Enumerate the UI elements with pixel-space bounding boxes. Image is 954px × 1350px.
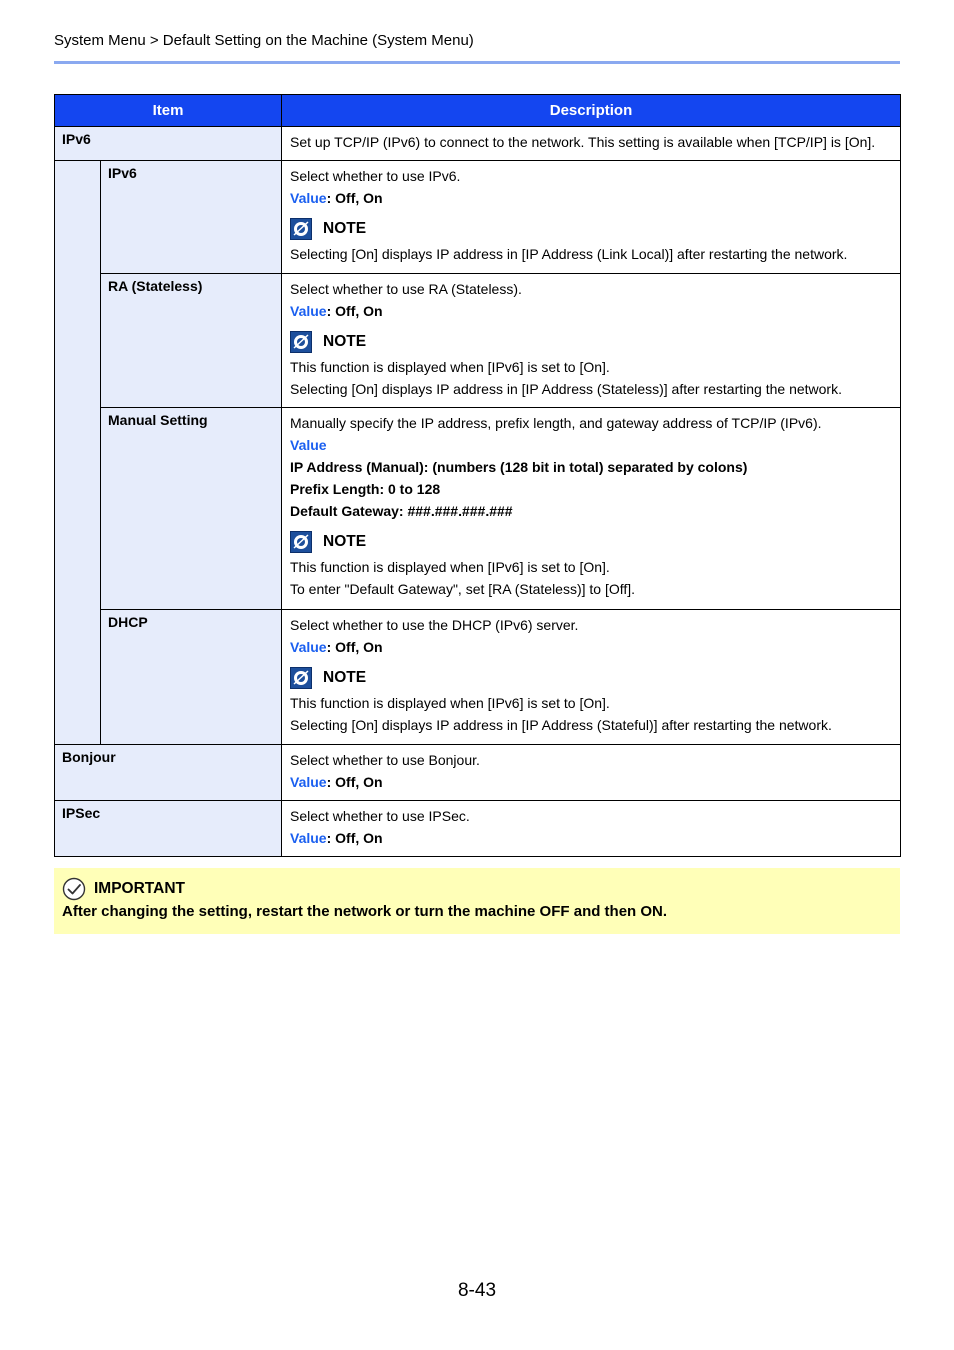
item-dhcp: DHCP <box>101 610 282 745</box>
column-header-description: Description <box>282 95 901 127</box>
note-title: NOTE <box>323 669 367 686</box>
note-text: Selecting [On] displays IP address in [IP Address (Link Local)] after restarting the network. <box>290 246 848 262</box>
description-dhcp <box>282 610 901 745</box>
value-text: : Off, On <box>326 303 383 319</box>
item-ipv6: IPv6 <box>101 161 282 274</box>
note-icon <box>290 667 312 689</box>
note-icon <box>290 218 312 240</box>
note-text: This function is displayed when [IPv6] is set to [On]. <box>290 695 610 711</box>
note-text: Selecting [On] displays IP address in [IP Address (Stateful)] after restarting the network. <box>290 717 832 733</box>
table-row <box>55 610 901 745</box>
value-text: : Off, On <box>326 639 383 655</box>
description-text: Select whether to use the DHCP (IPv6) server. <box>290 617 579 633</box>
note-title: NOTE <box>323 333 367 350</box>
important-heading <box>62 877 892 901</box>
group-indent <box>55 161 101 745</box>
value-text: IP Address (Manual): (numbers (128 bit in total) separated by colons) <box>290 459 748 475</box>
note-icon <box>290 331 312 353</box>
item-ipsec: IPSec <box>55 801 282 857</box>
description-text: Select whether to use IPv6. <box>290 168 461 184</box>
value-label: Value <box>290 190 327 206</box>
value-text: : Off, On <box>326 190 383 206</box>
table-row <box>55 161 901 274</box>
value-label: Value <box>290 830 327 846</box>
description-ipv6 <box>282 161 901 274</box>
value-line <box>290 636 892 658</box>
note-heading <box>290 530 892 554</box>
note-heading <box>290 330 892 354</box>
column-header-item: Item <box>55 95 282 127</box>
note-text: To enter "Default Gateway", set [RA (Stateless)] to [Off]. <box>290 581 636 597</box>
table-row <box>55 408 901 610</box>
note-icon <box>290 531 312 553</box>
value-text: Prefix Length: 0 to 128 <box>290 481 441 497</box>
value-label: Value <box>290 437 327 453</box>
value-line <box>290 300 892 322</box>
table-row <box>55 745 901 801</box>
value-line <box>290 827 892 849</box>
description-text: Select whether to use Bonjour. <box>290 752 480 768</box>
note-heading <box>290 217 892 241</box>
value-text: Default Gateway: ###.###.###.### <box>290 503 513 519</box>
item-ipv6-group: IPv6 <box>55 127 282 161</box>
table-header-row <box>55 95 901 127</box>
note-text: This function is displayed when [IPv6] is set to [On]. <box>290 559 610 575</box>
settings-table <box>54 94 901 857</box>
note-title: NOTE <box>323 220 367 237</box>
item-ra-stateless: RA (Stateless) <box>101 274 282 408</box>
header-divider <box>54 61 900 64</box>
item-bonjour: Bonjour <box>55 745 282 801</box>
value-line <box>290 187 892 209</box>
table-row <box>55 274 901 408</box>
important-box <box>54 868 900 934</box>
description-manual-setting <box>282 408 901 610</box>
value-line <box>290 771 892 793</box>
table-row <box>55 127 901 161</box>
description-ipv6-group <box>282 127 901 161</box>
breadcrumb: System Menu > Default Setting on the Machine (System Menu) <box>54 32 474 49</box>
checkmark-circle-icon <box>62 877 86 901</box>
description-text: Manually specify the IP address, prefix length, and gateway address of TCP/IP (IPv6). <box>290 415 822 431</box>
description-ra-stateless <box>282 274 901 408</box>
note-text: This function is displayed when [IPv6] is set to [On]. <box>290 359 610 375</box>
item-manual-setting: Manual Setting <box>101 408 282 610</box>
note-text: Selecting [On] displays IP address in [IP Address (Stateless)] after restarting the network. <box>290 381 842 397</box>
value-label: Value <box>290 774 327 790</box>
note-heading <box>290 666 892 690</box>
value-text: : Off, On <box>326 774 383 790</box>
important-text: After changing the setting, restart the network or turn the machine OFF and then ON. <box>62 903 668 920</box>
value-label: Value <box>290 639 327 655</box>
value-label: Value <box>290 303 327 319</box>
note-title: NOTE <box>323 533 367 550</box>
description-bonjour <box>282 745 901 801</box>
description-text: Select whether to use IPSec. <box>290 808 470 824</box>
table-row <box>55 801 901 857</box>
value-text: : Off, On <box>326 830 383 846</box>
description-ipsec <box>282 801 901 857</box>
description-text: Set up TCP/IP (IPv6) to connect to the network. This setting is available when [TCP/IP] is [On]. <box>290 134 876 150</box>
page-number: 8-43 <box>457 1280 497 1301</box>
description-text: Select whether to use RA (Stateless). <box>290 281 522 297</box>
important-title: IMPORTANT <box>94 880 185 897</box>
